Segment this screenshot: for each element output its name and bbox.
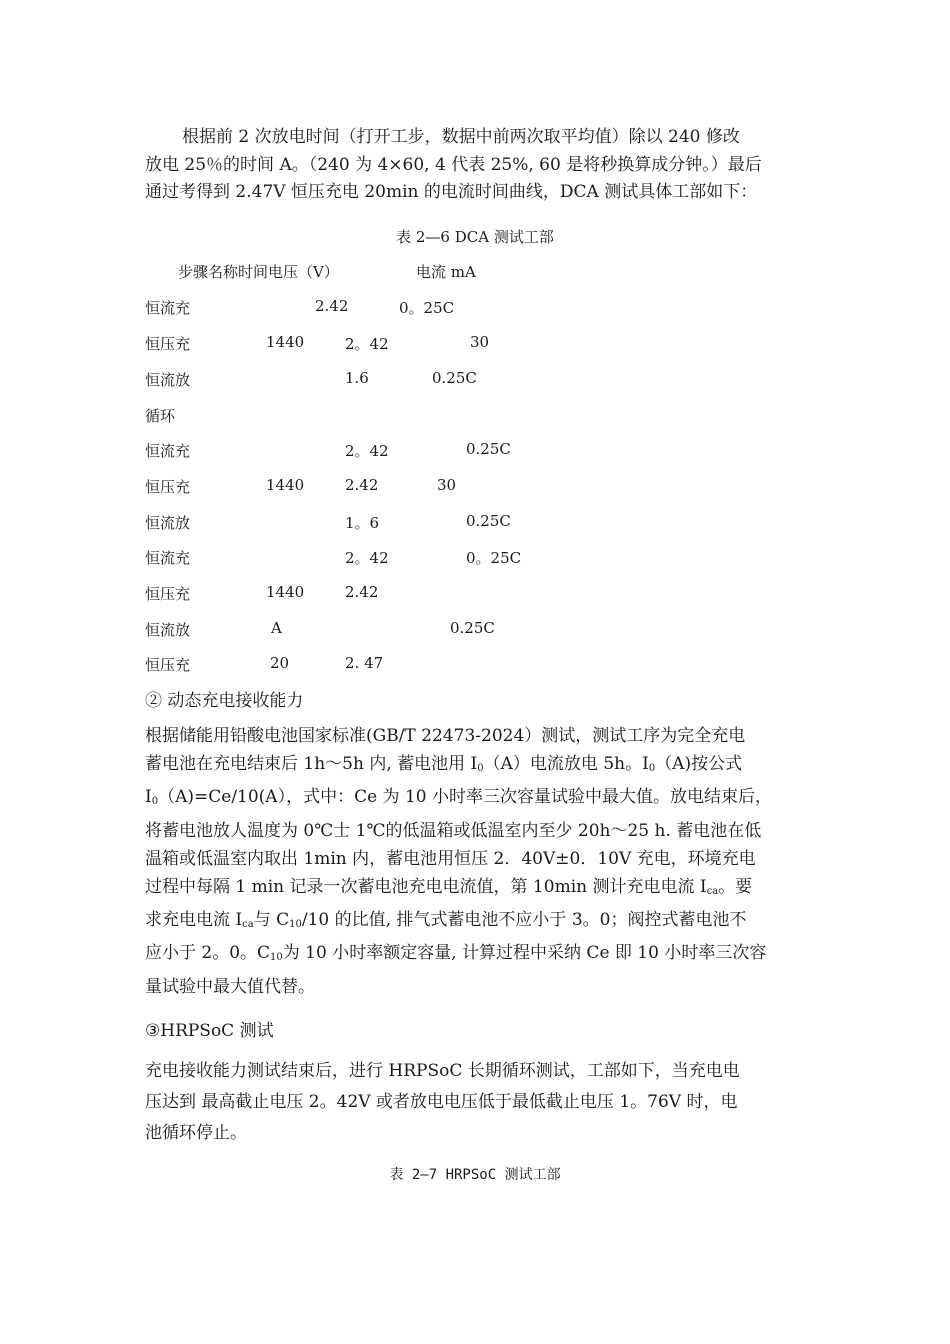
section2-line-3: $I_0(A)=Ce/10(A)$，式中：Ce 为 10 小时率三次容量试验中最大值。放电结束后， xyxy=(145,787,772,808)
current: 0.25C xyxy=(432,369,477,387)
table-row xyxy=(0,619,950,643)
table1-header-left: 步骤名称时间电压（V） xyxy=(178,263,339,281)
voltage: 1。6 xyxy=(345,514,380,532)
time: 1440 xyxy=(266,583,305,601)
table-row xyxy=(0,583,950,607)
table-row xyxy=(0,654,950,678)
step-name: 恒流充 xyxy=(145,442,191,460)
step-name: 恒流放 xyxy=(145,621,191,639)
step-name: 恒压充 xyxy=(145,585,191,603)
current: 0.25C xyxy=(466,512,511,530)
intro-line-1: 根据前 2 次放电时间（打开工步，数据中前两次取平均值）除以 240 修改 xyxy=(182,127,740,147)
section3-body xyxy=(145,1056,805,1149)
intro-line-2: 放电 25％的时间 A。（240 为 4×60, 4 代表 25%, 60 是将秒换算成分钟。）最后 xyxy=(145,154,762,175)
current: 0.25C xyxy=(450,619,495,637)
section2-heading: ② 动态充电接收能力 xyxy=(145,691,304,711)
time: A xyxy=(271,619,282,637)
current: 0。25C xyxy=(466,549,522,567)
step-name: 恒压充 xyxy=(145,335,191,353)
table-row xyxy=(0,476,950,500)
section2-body xyxy=(145,722,805,1001)
voltage: 2.42 xyxy=(315,297,349,315)
table1-header-right: 电流 mA xyxy=(416,263,476,281)
voltage: 2.42 xyxy=(345,583,379,601)
voltage: 2.42 xyxy=(345,476,379,494)
table-row xyxy=(0,512,950,536)
table-row xyxy=(0,440,950,464)
section2-line-5: 温箱或低温室内取出 1min 内，蓄电池用恒压 2．40V±0．10V 充电，环境充电 xyxy=(145,848,756,869)
current: 0。25C xyxy=(399,299,455,317)
section3-heading: ③HRPSoC 测试 xyxy=(145,1021,274,1041)
section3-line-1: 充电接收能力测试结束后，进行 HRPSoC 长期循环测试，工部如下，当充电电 xyxy=(145,1061,740,1081)
section3-line-3: 池循环停止。 xyxy=(145,1123,247,1143)
intro-line-3: 通过考得到 2.47V 恒压充电 20min 的电流时间曲线，DCA 测试具体工部如下： xyxy=(145,182,758,202)
current: 30 xyxy=(470,333,490,351)
current: 0.25C xyxy=(466,440,511,458)
voltage: 2。42 xyxy=(345,549,389,567)
current: 30 xyxy=(437,476,457,494)
voltage: 2。42 xyxy=(345,442,389,460)
section2-line-2: 蓄电池在充电结束后 1h～5h 内, 蓄电池用 $I_0(A)$电流放电 5h。$I_0(A)$按公式 xyxy=(145,754,743,775)
table-row xyxy=(0,297,950,321)
voltage: 2. 47 xyxy=(345,654,384,672)
step-name: 恒流放 xyxy=(145,514,191,532)
table1-caption: 表 2—6 DCA 测试工部 xyxy=(396,228,554,246)
section2-line-1: 根据储能用铅酸电池国家标准(GB/T 22473-2024）测试，测试工序为完全充电 xyxy=(145,726,746,746)
section2-line-7: 求充电电流 $I_{ca}$与 $C_{10}/10$ 的比值, 排气式蓄电池不应小于 3。0；阀控式蓄电池不 xyxy=(145,910,747,931)
table-row xyxy=(0,333,950,357)
step-name: 恒流充 xyxy=(145,299,191,317)
table-row xyxy=(0,405,950,429)
table-row xyxy=(0,547,950,571)
table2-caption: 表 2—7 HRPSoC 测试工部 xyxy=(389,1167,561,1183)
step-name: 恒流放 xyxy=(145,371,191,389)
step-name: 恒压充 xyxy=(145,478,191,496)
voltage: 1.6 xyxy=(345,369,369,387)
step-name: 恒压充 xyxy=(145,656,191,674)
section2-line-4: 将蓄电池放人温度为 0℃士 1℃的低温箱或低温室内至少 20h～25 h. 蓄电池在低 xyxy=(145,820,762,841)
table-row xyxy=(0,369,950,393)
section2-line-9: 量试验中最大值代替。 xyxy=(145,976,315,997)
section2-line-6: 过程中每隔 1 min 记录一次蓄电池充电电流值，第 10min 测计充电电流 $I_{ca}$。要 xyxy=(145,877,753,898)
section2-line-8: 应小于 2。0。$C_{10}$为 10 小时率额定容量, 计算过程中采纳 Ce 即 10 小时率三次容 xyxy=(145,943,767,964)
step-name: 循环 xyxy=(145,407,176,425)
step-name: 恒流充 xyxy=(145,549,191,567)
time: 1440 xyxy=(266,476,305,494)
time: 1440 xyxy=(266,333,305,351)
time: 20 xyxy=(270,654,290,672)
voltage: 2。42 xyxy=(345,335,389,353)
intro-paragraph xyxy=(145,124,805,207)
section3-line-2: 压达到 最高截止电压 2。42V 或者放电电压低于最低截止电压 1。76V 时，电 xyxy=(145,1092,738,1112)
